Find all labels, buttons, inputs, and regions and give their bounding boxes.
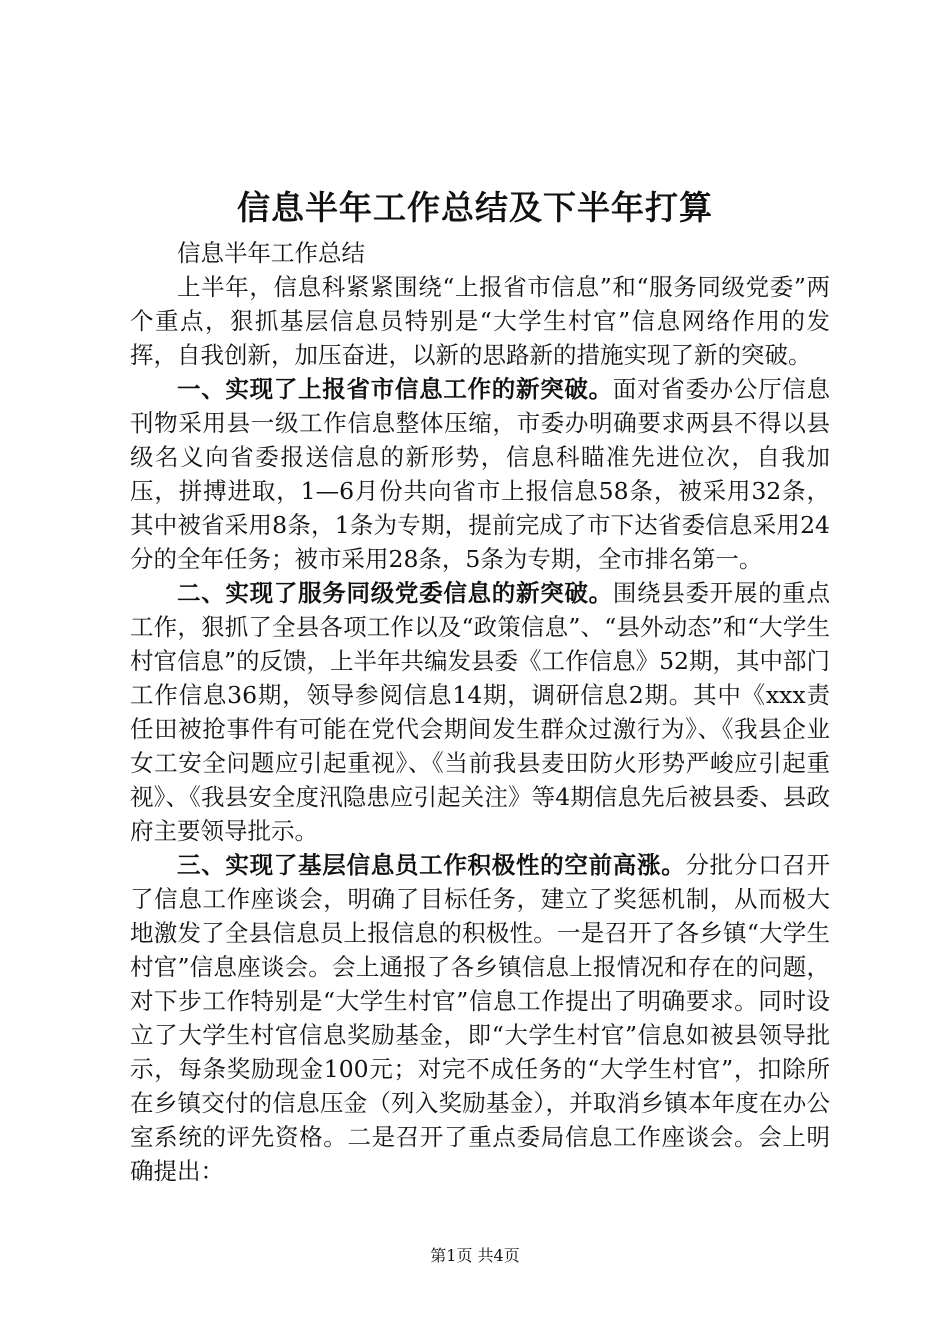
paragraph-heading: 二、实现了服务同级党委信息的新突破。 xyxy=(177,579,613,607)
paragraph-heading: 一、实现了上报省市信息工作的新突破。 xyxy=(177,375,613,403)
paragraph-text: 围绕县委开展的重点工作，狠抓了全县各项工作以及“政策信息”、“县外动态”和“大学生村官信息”的反馈，上半年共编发县委《工作信息》52期，其中部门工作信息36期，领导参阅信息14期，调研信息2期。其中《xxx责任田被抢事件有可能在党代会期间发生群众过激行为》、《我县企业女工安全问题应引起重视》、《当前我县麦田防火形势严峻应引起重视》、《我县安全度汛隐患应引起关注》等4期信息先后被县委、县政府主要领导批示。 xyxy=(130,579,831,845)
page-footer: 第1页 共4页 xyxy=(430,1246,520,1265)
paragraph-intro xyxy=(130,270,830,372)
paragraph-section-2 xyxy=(130,576,830,848)
document-title: 信息半年工作总结及下半年打算 xyxy=(237,188,713,227)
paragraph-section-1 xyxy=(130,372,830,576)
document-body xyxy=(130,236,830,1188)
paragraph-text: 信息半年工作总结 xyxy=(177,239,365,267)
paragraph-text: 分批分口召开了信息工作座谈会，明确了目标任务，建立了奖惩机制，从而极大地激发了全县信息员上报信息的积极性。一是召开了各乡镇“大学生村官”信息座谈会。会上通报了各乡镇信息上报情况和存在的问题，对下步工作特别是“大学生村官”信息工作提出了明确要求。同时设立了大学生村官信息奖励基金，即“大学生村官”信息如被县领导批示，每条奖励现金100元；对完不成任务的“大学生村官”，扣除所在乡镇交付的信息压金（列入奖励基金），并取消乡镇本年度在办公室系统的评先资格。二是召开了重点委局信息工作座谈会。会上明确提出： xyxy=(130,851,831,1185)
paragraph-section-3 xyxy=(130,848,830,1188)
paragraph-heading: 三、实现了基层信息员工作积极性的空前高涨。 xyxy=(177,851,686,879)
paragraph-text: 面对省委办公厅信息刊物采用县一级工作信息整体压缩，市委办明确要求两县不得以县级名义向省委报送信息的新形势，信息科瞄准先进位次，自我加压，拼搏进取，1—6月份共向省市上报信息58条，被采用32条，其中被省采用8条，1条为专期，提前完成了市下达省委信息采用24分的全年任务；被市采用28条，5条为专期，全市排名第一。 xyxy=(130,375,831,573)
paragraph-text: 上半年，信息科紧紧围绕“上报省市信息”和“服务同级党委”两个重点，狠抓基层信息员特别是“大学生村官”信息网络作用的发挥，自我创新，加压奋进，以新的思路新的措施实现了新的突破。 xyxy=(130,273,830,369)
paragraph-subtitle xyxy=(130,236,830,270)
